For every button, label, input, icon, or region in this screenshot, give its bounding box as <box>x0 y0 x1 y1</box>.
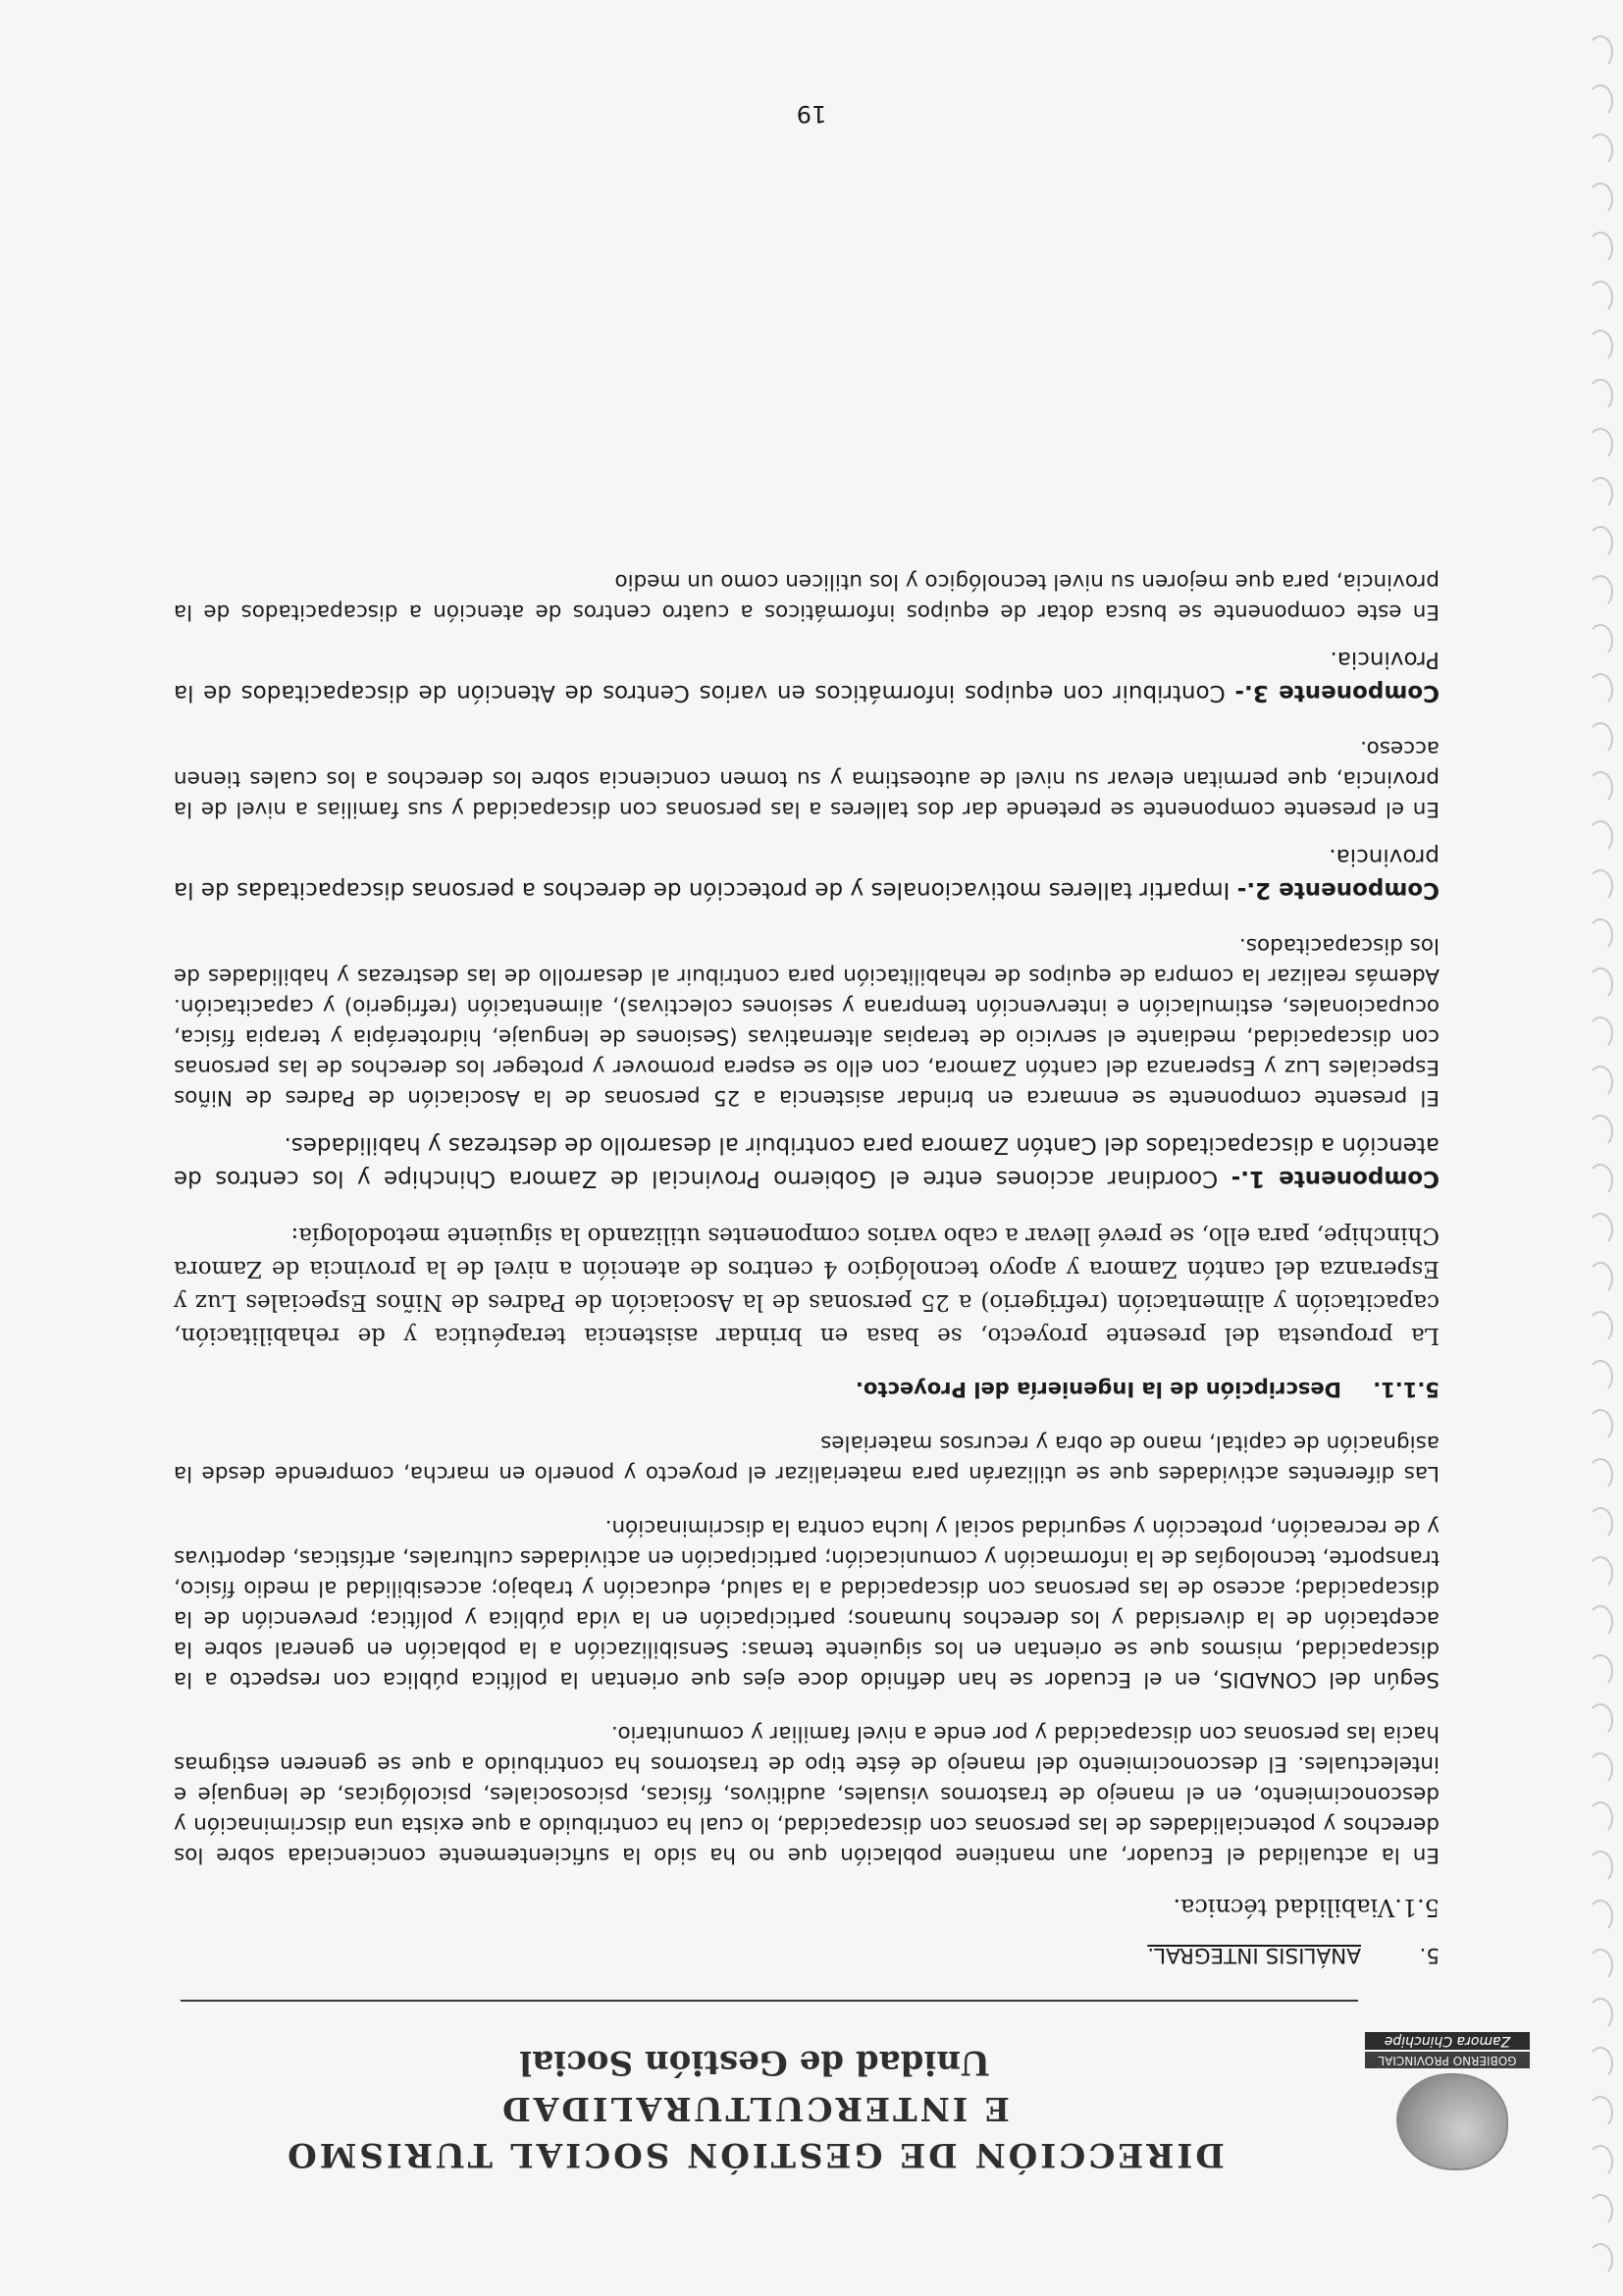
binding-hole <box>1588 379 1613 412</box>
binding-hole <box>1588 232 1613 265</box>
binding-hole <box>1588 1851 1613 1884</box>
subsubsection-title: Descripción de la Ingeniería del Proyecto. <box>855 1378 1341 1401</box>
binding-hole <box>1588 820 1613 854</box>
binding-hole <box>1588 2194 1613 2227</box>
binding-hole <box>1588 2145 1613 2178</box>
component-2-label: Componente 2.- <box>1236 877 1440 903</box>
binding-hole <box>1588 869 1613 903</box>
binding-hole <box>1588 1507 1613 1540</box>
component-3-label: Componente 3.- <box>1234 680 1440 705</box>
binding-hole <box>1588 1017 1613 1050</box>
component-1-title: Coordinar acciones entre el Gobierno Provincial de Zamora Chinchipe y los centros de atención a discapacitados del Cantón Zamora para contribuir al desarrollo de destrezas y habilidades. <box>173 1132 1440 1191</box>
binding-holes <box>1564 20 1623 2276</box>
binding-hole <box>1588 1900 1613 1933</box>
binding-hole <box>1588 1998 1613 2031</box>
binding-hole <box>1588 1311 1613 1344</box>
component-1-label: Componente 1.- <box>1230 1166 1440 1191</box>
binding-hole <box>1588 133 1613 167</box>
emblem-icon <box>1396 2073 1508 2170</box>
component-2-title: Impartir talleres motivacionales y de protección de derechos a personas discapacitadas de la provincia. <box>174 844 1440 903</box>
binding-hole <box>1588 1115 1613 1148</box>
binding-hole <box>1588 624 1613 657</box>
binding-hole <box>1588 1752 1613 1786</box>
subsubsection-heading <box>174 1374 1440 1404</box>
component-2-text: En el presente componente se pretende dar dos talleres a las personas con discapacidad y sus familias a nivel de la provincia, que permitan elevar su nivel de autoestima y su tomen conciencia sobre los derechos a los cuales tienen acceso. <box>174 736 1440 821</box>
section-number: 5. <box>1419 1943 1440 1967</box>
subsubsection-number: 5.1.1. <box>1373 1378 1440 1401</box>
logo-line2: Zamora Chinchipe <box>1365 2032 1530 2050</box>
binding-hole <box>1588 1458 1613 1491</box>
binding-hole <box>1588 1703 1613 1737</box>
binding-hole <box>1588 1213 1613 1246</box>
paragraph-3: Las diferentes actividades que se utilizarán para materializar el proyecto y ponerlo en marcha, comprende desde la asignación de capital, mano de obra y recursos materiales <box>174 1431 1440 1486</box>
binding-hole <box>1588 526 1613 559</box>
component-3-title: Contribuir con equipos informáticos en varios Centros de Atención de discapacitados de la Provincia. <box>174 647 1440 705</box>
binding-hole <box>1588 2047 1613 2080</box>
binding-hole <box>1588 477 1613 510</box>
letterhead-line1: DIRECCIÓN DE GESTIÓN SOCIAL TURISMO <box>285 2135 1225 2174</box>
binding-hole <box>1588 1949 1613 1982</box>
binding-hole <box>1588 35 1613 69</box>
section-title: ANÁLISIS INTEGRAL. <box>1147 1943 1361 1967</box>
binding-hole <box>1588 575 1613 608</box>
letterhead-line2: E INTERCULTURALIDAD <box>499 2090 1010 2128</box>
binding-hole <box>1588 771 1613 805</box>
binding-hole <box>1588 1066 1613 1099</box>
binding-hole <box>1588 1360 1613 1393</box>
binding-hole <box>1588 722 1613 756</box>
document-body <box>174 543 1440 1982</box>
binding-hole <box>1588 1556 1613 1590</box>
proposal-paragraph: La propuesta del presente proyecto, se basa en brindar asistencia terapéutica y de rehabilitación, capacitación y alimentación (refrigerio) a 25 personas de la Asociación de Padres de Niños Especiales Luz y Esperanza del cantón Zamora y apoyo tecnológico 4 centros de atención a nivel de la provincia de Zamora Chinchipe, para ello, se prevé llevar a cabo varios componentes utilizando la siguiente metodología: <box>174 1223 1440 1348</box>
component-1-text: El presente componente se enmarca en brindar asistencia a 25 personas de la Asociación de Padres de Niños Especiales Luz y Esperanza del cantón Zamora, con ello se espera promover y proteger los derechos de las personas con discapacidad, mediante el servicio de terapias alternativas (Sesiones de lenguaje, hidroterápia y terapia física, ocupacionales, estimulación e intervención temprana y sesiones colectivas), alimentación (refrigerio) y capacitación. Además realizar la compra de equipos de rehabilitación para contribuir al desarrollo de las destrezas y habilidades de los discapacitados. <box>174 933 1440 1110</box>
section-heading <box>174 1940 1440 1970</box>
binding-hole <box>1588 918 1613 952</box>
provincial-logo <box>1365 2031 1530 2178</box>
binding-hole <box>1588 281 1613 314</box>
binding-hole <box>1588 428 1613 461</box>
binding-hole <box>1588 1409 1613 1442</box>
subsection-title: 5.1.Viabilidad técnica. <box>1173 1894 1440 1921</box>
letterhead-line3: Unidad de Gestión Social <box>519 2043 990 2082</box>
binding-hole <box>1588 1262 1613 1295</box>
binding-hole <box>1588 2096 1613 2129</box>
page-number: 19 <box>796 100 827 128</box>
binding-hole <box>1588 330 1613 363</box>
binding-hole <box>1588 1164 1613 1197</box>
component-2-heading <box>174 840 1440 907</box>
letterhead-text <box>166 2039 1343 2178</box>
binding-hole <box>1588 1654 1613 1688</box>
paragraph-2: Según del CONADIS, en el Ecuador se han definido doce ejes que orientan la política pública con respecto a la discapacidad, mismos que se orientan en los siguiente temas: Sensibilización a la población en general sobre la aceptación de la diversidad y los derechos humanos; participación en la vida pública y política; prevención de la discapacidad; acceso de las personas con discapacidad a la salud, educación y trabajo; accesibilidad al medio físico, transporte, tecnologías de la información y comunicación; participación en actividades culturales, artísticas, deportivas y de recreación, protección y seguridad social y lucha contra la discriminación. <box>174 1515 1440 1692</box>
letterhead <box>176 2031 1530 2178</box>
binding-hole <box>1588 1801 1613 1835</box>
binding-hole <box>1588 2243 1613 2276</box>
binding-hole <box>1588 673 1613 706</box>
header-rule <box>181 2000 1358 2002</box>
component-1-heading <box>174 1128 1440 1195</box>
logo-line1: GOBIERNO PROVINCIAL <box>1365 2052 1530 2068</box>
binding-hole <box>1588 967 1613 1001</box>
component-3-text: En este componente se busca dotar de equipos informáticos a cuatro centros de atención a discapacitados de la provincia, para que mejoren su nivel tecnológico y los utilicen como un medio <box>174 569 1440 624</box>
binding-hole <box>1588 183 1613 216</box>
paragraph-1: En la actualidad el Ecuador, aun mantiene población que no ha sido la suficientemente concienciada sobre los derechos y potencialidades de las personas con discapacidad, lo cual ha contribuido a que exista una discriminación y desconocimiento, en el manejo de trastornos visuales, auditivos, físicas, psicosociales, psicológicas, de lenguaje e intelectuales. El desconocimiento del manejo de éste tipo de trastornos ha contribuido a que se generen estigmas hacia las personas con discapacidad y por ende a nivel familiar y comunitario. <box>174 1721 1440 1867</box>
binding-hole <box>1588 1605 1613 1639</box>
component-3-heading <box>174 643 1440 709</box>
